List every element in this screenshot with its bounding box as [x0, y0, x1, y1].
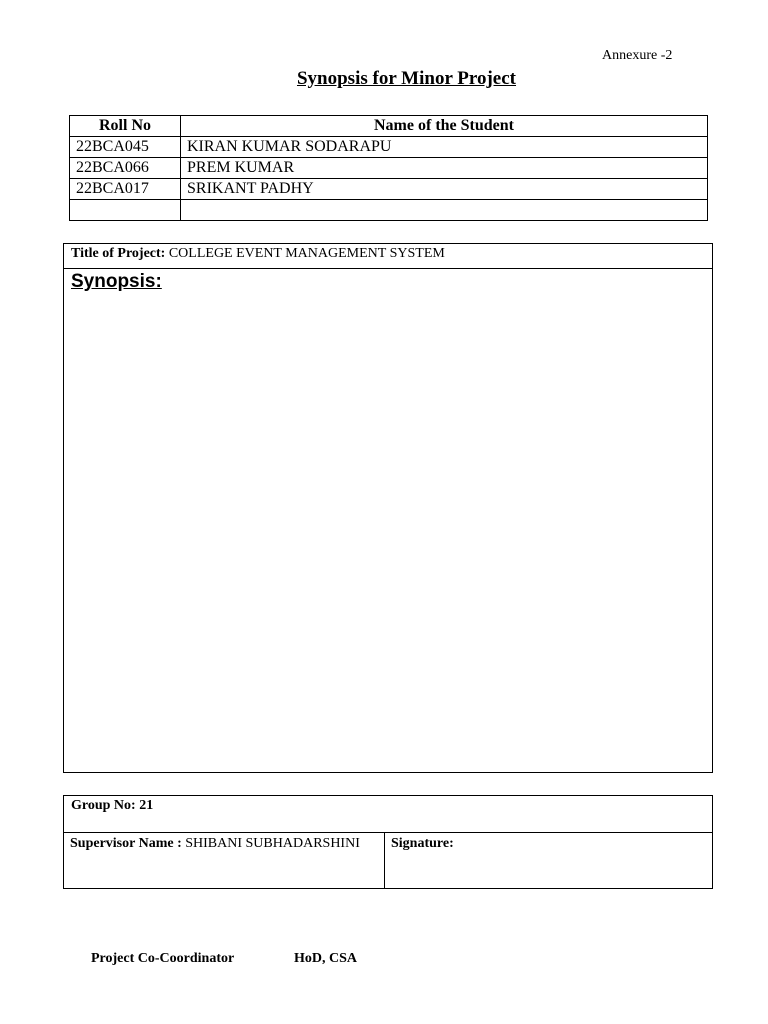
- project-title-row: [64, 244, 712, 269]
- group-number: Group No: 21: [64, 796, 712, 833]
- hod-label: HoD, CSA: [294, 951, 358, 966]
- student-name-cell: SRIKANT PADHY: [181, 179, 708, 200]
- supervisor-name: SHIBANI SUBHADARSHINI: [181, 836, 360, 851]
- signature-label: Signature:: [391, 836, 454, 851]
- roll-no-cell: 22BCA045: [70, 137, 181, 158]
- supervisor-row: [64, 833, 712, 888]
- table-row: [70, 158, 708, 179]
- table-row: [70, 179, 708, 200]
- project-title-value: COLLEGE EVENT MANAGEMENT SYSTEM: [165, 246, 445, 261]
- roll-no-cell: 22BCA066: [70, 158, 181, 179]
- group-box: [63, 795, 713, 889]
- student-name-cell: KIRAN KUMAR SODARAPU: [181, 137, 708, 158]
- annexure-label: Annexure -2: [602, 48, 673, 63]
- students-table: [69, 115, 708, 221]
- table-row: [70, 200, 708, 221]
- student-name-cell: [181, 200, 708, 221]
- roll-no-header: Roll No: [70, 116, 181, 137]
- table-row: [70, 137, 708, 158]
- supervisor-cell: [64, 833, 385, 888]
- supervisor-label: Supervisor Name :: [70, 836, 182, 851]
- roll-no-cell: 22BCA017: [70, 179, 181, 200]
- document-title: Synopsis for Minor Project: [296, 68, 517, 89]
- roll-no-cell: [70, 200, 181, 221]
- project-coordinator-label: Project Co-Coordinator: [91, 951, 235, 966]
- project-title-label: Title of Project:: [71, 246, 166, 261]
- project-box: [63, 243, 713, 773]
- student-name-cell: PREM KUMAR: [181, 158, 708, 179]
- student-name-header: Name of the Student: [181, 116, 708, 137]
- synopsis-heading: Synopsis:: [71, 271, 162, 292]
- table-header-row: [70, 116, 708, 137]
